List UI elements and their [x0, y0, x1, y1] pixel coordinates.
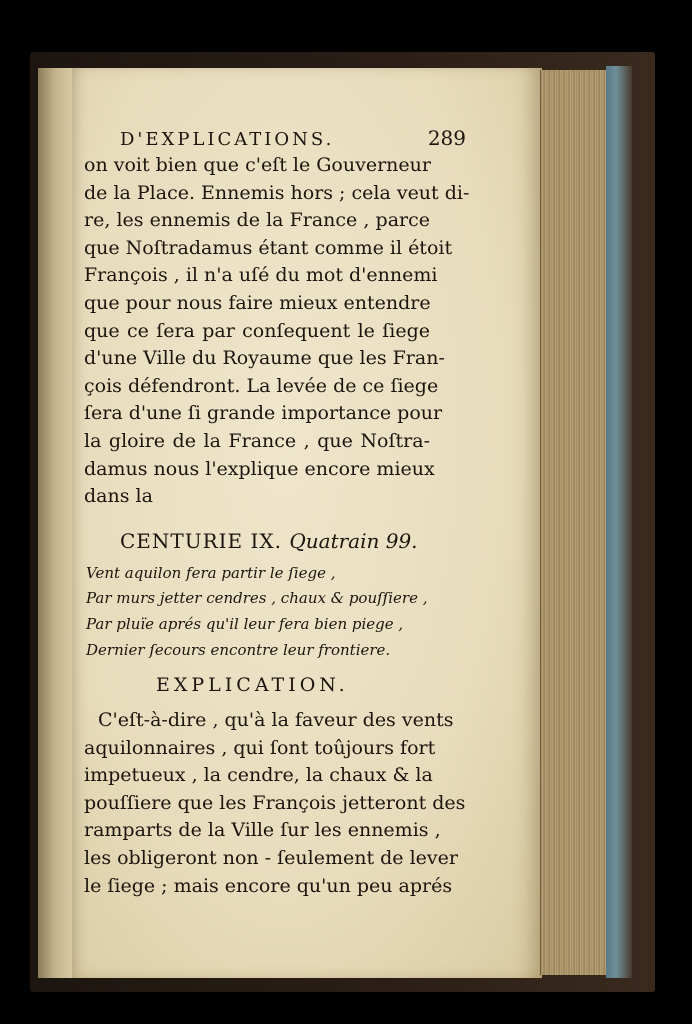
text-line: que pour nous faire mieux entendre [84, 291, 431, 314]
verse-line: Vent aquilon fera partir le ſiege , [86, 563, 336, 582]
verse-line: Dernier ſecours encontre leur frontiere. [86, 640, 391, 659]
text-line: dans la [84, 485, 153, 508]
text-line: la gloire de la France , que Noſtra- [84, 429, 430, 452]
left-page-edge [38, 68, 75, 978]
centurie-title: CENTURIE IX. [120, 528, 283, 553]
verse-line: Par pluïe aprés qu'il leur fera bien piege , [86, 614, 404, 633]
page-number: 289 [427, 126, 466, 150]
book-spine-edge [606, 66, 632, 978]
paragraph-1 [84, 152, 470, 511]
text-line: que Noſtradamus étant comme il étoit [84, 236, 453, 259]
text-line: aquilonnaires , qui ſont toûjours fort [84, 736, 436, 759]
centurie-heading [84, 521, 440, 561]
running-head-title: D'EXPLICATIONS. [120, 129, 335, 150]
text-line: damus nous l'explique encore mieux [84, 457, 435, 480]
paragraph-2 [84, 707, 466, 900]
quatrain-label: Quatrain 99. [289, 528, 418, 553]
running-head [84, 124, 466, 152]
text-line: ſera d'une ſi grande importance pour [84, 402, 443, 425]
explication-heading: EXPLICATION. [156, 674, 349, 697]
text-line: re, les ennemis de la France , parce [84, 209, 430, 232]
text-line: çois défendront. La levée de ce ſiege [84, 374, 439, 397]
verse-line: Par murs jetter cendres , chaux & pouſſiere , [86, 589, 428, 608]
text-line: impetueux , la cendre, la chaux & la [84, 764, 433, 787]
quatrain-verses [84, 561, 440, 663]
text-line: le ſiege ; mais encore qu'un peu aprés [84, 874, 453, 897]
text-line: d'une Ville du Royaume que les Fran- [84, 347, 445, 370]
page-stack-edge [540, 70, 611, 975]
text-line: ramparts de la Ville ſur les ennemis , [84, 819, 441, 842]
text-line: François , il n'a uſé du mot d'ennemi [84, 264, 438, 287]
page-text [84, 124, 470, 900]
text-line: on voit bien que c'eſt le Gouverneur [84, 154, 431, 176]
text-line: pouſſiere que les François jetteront des [84, 791, 466, 814]
text-line: de la Place. Ennemis hors ; cela veut di- [84, 181, 470, 204]
text-line: les obligeront non - ſeulement de lever [84, 847, 458, 870]
text-line: que ce ſera par conſequent le ſiege [84, 319, 430, 342]
text-line: C'eſt-à-dire , qu'à la faveur des vents [98, 709, 454, 732]
